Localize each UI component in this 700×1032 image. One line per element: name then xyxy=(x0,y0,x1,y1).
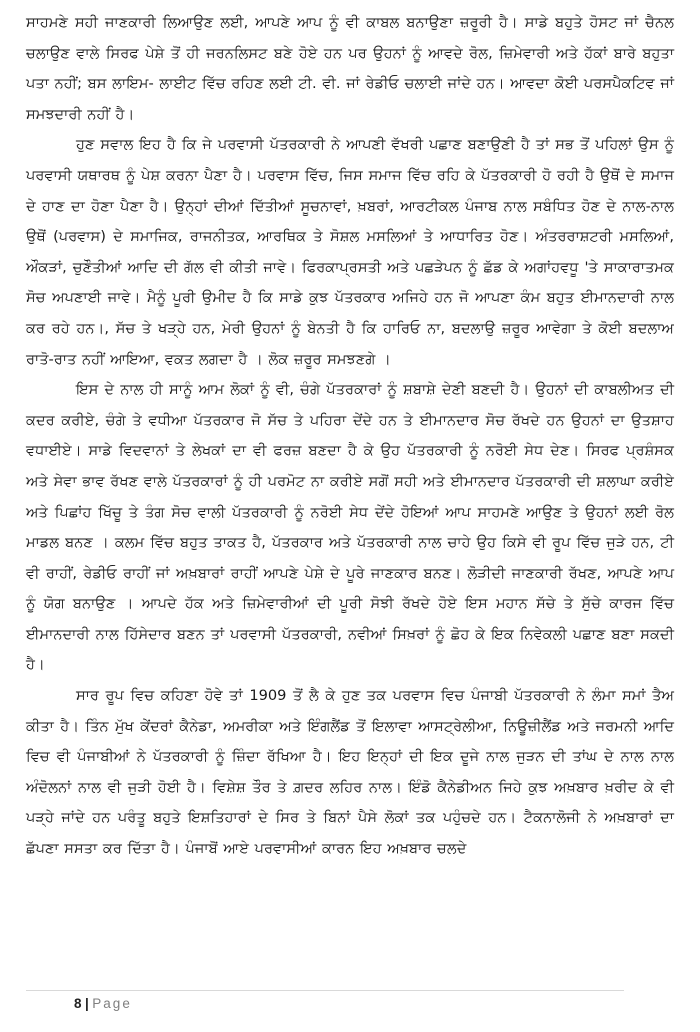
body-text xyxy=(26,8,674,865)
paragraph-3: ਇਸ ਦੇ ਨਾਲ ਹੀ ਸਾਨੂੰ ਆਮ ਲੋਕਾਂ ਨੂੰ ਵੀ, ਚੰਗੇ ਪੱਤਰਕਾਰਾਂ ਨੂੰ ਸ਼ਬਾਸ਼ੇ ਦੇਣੀ ਬਣਦੀ ਹੈ। ਉਹਨਾਂ ਦੀ ਕਾਬਲੀਅਤ ਦੀ ਕਦਰ ਕਰੀਏ, ਚੰਗੇ ਤੇ ਵਧੀਆ ਪੱਤਰਕਾਰ ਜੋ ਸੱਚ ਤੇ ਪਹਿਰਾ ਦੇਂਦੇ ਹਨ ਤੇ ਈਮਾਨਦਾਰ ਸੋਚ ਰੱਖਦੇ ਹਨ ਉਹਨਾਂ ਦਾ ਉਤਸ਼ਾਹ ਵਧਾਈਏ। ਸਾਡੇ ਵਿਦਵਾਨਾਂ ਤੇ ਲੇਖਕਾਂ ਦਾ ਵੀ ਫਰਜ਼ ਬਣਦਾ ਹੈ ਕੇ ਉਹ ਪੱਤਰਕਾਰੀ ਨੂੰ ਨਰੋਈ ਸੇਧ ਦੇਣ। ਸਿਰਫ ਪ੍ਰਸ਼ੰਸਕ ਅਤੇ ਸੇਵਾ ਭਾਵ ਰੱਖਣ ਵਾਲੇ ਪੱਤਰਕਾਰਾਂ ਨੂੰ ਹੀ ਪਰਮੋਟ ਨਾ ਕਰੀਏ ਸਗੋਂ ਸਹੀ ਅਤੇ ਈਮਾਨਦਾਰ ਪੱਤਰਕਾਰੀ ਦੀ ਸ਼ਲਾਘਾ ਕਰੀਏ ਅਤੇ ਪਿਛਾਂਹ ਖਿੱਚੂ ਤੇ ਤੰਗ ਸੋਚ ਵਾਲੀ ਪੱਤਰਕਾਰੀ ਨੂੰ ਨਰੋਈ ਸੇਧ ਦੇਂਦੇ ਹੋਇਆਂ ਆਪ ਸਾਹਮਣੇ ਆਉਣ ਤੇ ਉਹਨਾਂ ਲਈ ਰੋਲ ਮਾਡਲ ਬਨਣ । ਕਲਮ ਵਿੱਚ ਬਹੁਤ ਤਾਕਤ ਹੈ, ਪੱਤਰਕਾਰ ਅਤੇ ਪੱਤਰਕਾਰੀ ਨਾਲ ਚਾਹੇ ਉਹ ਕਿਸੇ ਵੀ ਰੂਪ ਵਿੱਚ ਜੁੜੇ ਹਨ, ਟੀ ਵੀ ਰਾਹੀਂ, ਰੇਡੀਓ ਰਾਹੀਂ ਜਾਂ ਅਖ਼ਬਾਰਾਂ ਰਾਹੀਂ ਆਪਣੇ ਪੇਸ਼ੇ ਦੇ ਪੂਰੇ ਜਾਣਕਾਰ ਬਨਣ। ਲੋੜੀਦੀ ਜਾਣਕਾਰੀ ਰੱਖਣ, ਆਪਣੇ ਆਪ ਨੂੰ ਯੋਗ ਬਨਾਉਣ । ਆਪਦੇ ਹੱਕ ਅਤੇ ਜ਼ਿਮੇਵਾਰੀਆਂ ਦੀ ਪੂਰੀ ਸੋਝੀ ਰੱਖਦੇ ਹੋਏ ਇਸ ਮਹਾਨ ਸੱਚੇ ਤੇ ਸੁੱਚੇ ਕਾਰਜ ਵਿੱਚ ਈਮਾਨਦਾਰੀ ਨਾਲ ਹਿੱਸੇਦਾਰ ਬਣਨ ਤਾਂ ਪਰਵਾਸੀ ਪੱਤਰਕਾਰੀ, ਨਵੀਆਂ ਸਿਖ਼ਰਾਂ ਨੂੰ ਛੋਹ ਕੇ ਇਕ ਨਿਵੇਕਲੀ ਪਛਾਣ ਬਣਾ ਸਕਦੀ ਹੈ। xyxy=(26,381,674,674)
footer-separator: | xyxy=(85,996,90,1011)
page-label: Page xyxy=(92,996,132,1011)
paragraph-1: ਸਾਹਮਣੇ ਸਹੀ ਜਾਣਕਾਰੀ ਲਿਆਉਣ ਲਈ, ਆਪਣੇ ਆਪ ਨੂੰ ਵੀ ਕਾਬਲ ਬਨਾਉਣਾ ਜ਼ਰੂਰੀ ਹੈ। ਸਾਡੇ ਬਹੁਤੇ ਹੋਸਟ ਜਾਂ ਚੈਨਲ ਚਲਾਉਣ ਵਾਲੇ ਸਿਰਫ ਪੇਸ਼ੇ ਤੋਂ ਹੀ ਜਰਨਲਿਸਟ ਬਣੇ ਹੋਏ ਹਨ ਪਰ ਉਹਨਾਂ ਨੂੰ ਆਵਦੇ ਰੋਲ, ਜ਼ਿਮੇਵਾਰੀ ਅਤੇ ਹੱਕਾਂ ਬਾਰੇ ਬਹੁਤਾ ਪਤਾ ਨਹੀਂ; ਬਸ ਲਾਇਮ- ਲਾਈਟ ਵਿੱਚ ਰਹਿਣ ਲਈ ਟੀ. ਵੀ. ਜਾਂ ਰੇਡੀਓ ਚਲਾਈ ਜਾਂਦੇ ਹਨ। ਆਵਦਾ ਕੋਈ ਪਰਸਪੈਕਟਿਵ ਜਾਂ ਸਮਝਦਾਰੀ ਨਹੀਂ ਹੈ। xyxy=(26,14,674,123)
page-footer xyxy=(74,996,132,1011)
paragraph-2: ਹੁਣ ਸਵਾਲ ਇਹ ਹੈ ਕਿ ਜੇ ਪਰਵਾਸੀ ਪੱਤਰਕਾਰੀ ਨੇ ਆਪਣੀ ਵੱਖਰੀ ਪਛਾਣ ਬਣਾਉਣੀ ਹੈ ਤਾਂ ਸਭ ਤੋਂ ਪਹਿਲਾਂ ਉਸ ਨੂੰ ਪਰਵਾਸੀ ਯਥਾਰਥ ਨੂੰ ਪੇਸ਼ ਕਰਨਾ ਪੈਣਾ ਹੈ। ਪਰਵਾਸ ਵਿੱਚ, ਜਿਸ ਸਮਾਜ ਵਿੱਚ ਰਹਿ ਕੇ ਪੱਤਰਕਾਰੀ ਹੋ ਰਹੀ ਹੈ ਉਥੋਂ ਦੇ ਸਮਾਜ ਦੇ ਹਾਣ ਦਾ ਹੋਣਾ ਪੈਣਾ ਹੈ। ਉਨ੍ਹਾਂ ਦੀਆਂ ਦਿੱਤੀਆਂ ਸੂਚਨਾਵਾਂ, ਖ਼ਬਰਾਂ, ਆਰਟੀਕਲ ਪੰਜਾਬ ਨਾਲ ਸਬੰਧਿਤ ਹੋਣ ਦੇ ਨਾਲ-ਨਾਲ ਉਥੋਂ (ਪਰਵਾਸ) ਦੇ ਸਮਾਜਿਕ, ਰਾਜਨੀਤਕ, ਆਰਥਿਕ ਤੇ ਸੋਸ਼ਲ ਮਸਲਿਆਂ ਤੇ ਆਧਾਰਿਤ ਹੋਣ। ਅੰਤਰਰਾਸ਼ਟਰੀ ਮਸਲਿਆਂ, ਔਕੜਾਂ, ਚੁਣੌਤੀਆਂ ਆਦਿ ਦੀ ਗੱਲ ਵੀ ਕੀਤੀ ਜਾਵੇ। ਫਿਰਕਾਪ੍ਰਸਤੀ ਅਤੇ ਪਛੜੇਪਨ ਨੂੰ ਛੱਡ ਕੇ ਅਗਾਂਹਵਧੂ 'ਤੇ ਸਾਕਾਰਾਤਮਕ ਸੋਚ ਅਪਣਾਈ ਜਾਵੇ। ਮੈਨੂੰ ਪੂਰੀ ਉਮੀਦ ਹੈ ਕਿ ਸਾਡੇ ਕੁਝ ਪੱਤਰਕਾਰ ਅਜਿਹੇ ਹਨ ਜੋ ਆਪਣਾ ਕੰਮ ਬਹੁਤ ਈਮਾਨਦਾਰੀ ਨਾਲ ਕਰ ਰਹੇ ਹਨ।, ਸੱਚ ਤੇ ਖੜ੍ਹੇ ਹਨ, ਮੇਰੀ ਉਹਨਾਂ ਨੂੰ ਬੇਨਤੀ ਹੈ ਕਿ ਹਾਰਿਓ ਨਾ, ਬਦਲਾਉ ਜ਼ਰੂਰ ਆਵੇਗਾ ਤੇ ਕੋਈ ਬਦਲਾਅ ਰਾਤੋ-ਰਾਤ ਨਹੀਂ ਆਇਆ, ਵਕਤ ਲਗਦਾ ਹੈ । ਲੋਕ ਜ਼ਰੂਰ ਸਮਝਣਗੇ । xyxy=(26,136,674,368)
page-number: 8 xyxy=(74,996,83,1011)
footer-divider xyxy=(26,990,624,991)
paragraph-4: ਸਾਰ ਰੂਪ ਵਿਚ ਕਹਿਣਾ ਹੋਵੇ ਤਾਂ 1909 ਤੋਂ ਲੈ ਕੇ ਹੁਣ ਤਕ ਪਰਵਾਸ ਵਿਚ ਪੰਜਾਬੀ ਪੱਤਰਕਾਰੀ ਨੇ ਲੰਮਾ ਸਮਾਂ ਤੈਅ ਕੀਤਾ ਹੈ। ਤਿੰਨ ਮੁੱਖ ਕੇਂਦਰਾਂ ਕੈਨੇਡਾ, ਅਮਰੀਕਾ ਅਤੇ ਇੰਗਲੈਂਡ ਤੋਂ ਇਲਾਵਾ ਆਸਟ੍ਰੇਲੀਆ, ਨਿਊਜ਼ੀਲੈਂਡ ਅਤੇ ਜਰਮਨੀ ਆਦਿ ਵਿਚ ਵੀ ਪੰਜਾਬੀਆਂ ਨੇ ਪੱਤਰਕਾਰੀ ਨੂੰ ਜ਼ਿੰਦਾ ਰੱਖਿਆ ਹੈ। ਇਹ ਇਨ੍ਹਾਂ ਦੀ ਇਕ ਦੂਜੇ ਨਾਲ ਜੁੜਨ ਦੀ ਤਾਂਘ ਦੇ ਨਾਲ ਨਾਲ ਅੰਦੋਲਨਾਂ ਨਾਲ ਵੀ ਜੁੜੀ ਹੋਈ ਹੈ। ਵਿਸ਼ੇਸ਼ ਤੌਰ ਤੇ ਗ਼ਦਰ ਲਹਿਰ ਨਾਲ। ਇੰਡੋ ਕੈਨੇਡੀਅਨ ਜਿਹੇ ਕੁਝ ਅਖ਼ਬਾਰ ਖ਼ਰੀਦ ਕੇ ਵੀ ਪੜ੍ਹੇ ਜਾਂਦੇ ਹਨ ਪਰੰਤੂ ਬਹੁਤੇ ਇਸ਼ਤਿਹਾਰਾਂ ਦੇ ਸਿਰ ਤੇ ਬਿਨਾਂ ਪੈਸੇ ਲੋਕਾਂ ਤਕ ਪਹੁੰਚਦੇ ਹਨ। ਟੈਕਨਾਲੋਜੀ ਨੇ ਅਖ਼ਬਾਰਾਂ ਦਾ ਛੱਪਣਾ ਸਸਤਾ ਕਰ ਦਿੱਤਾ ਹੈ। ਪੰਜਾਬੋਂ ਆਏ ਪਰਵਾਸੀਆਂ ਕਾਰਨ ਇਹ ਅਖ਼ਬਾਰ ਚਲਦੇ xyxy=(26,687,674,858)
